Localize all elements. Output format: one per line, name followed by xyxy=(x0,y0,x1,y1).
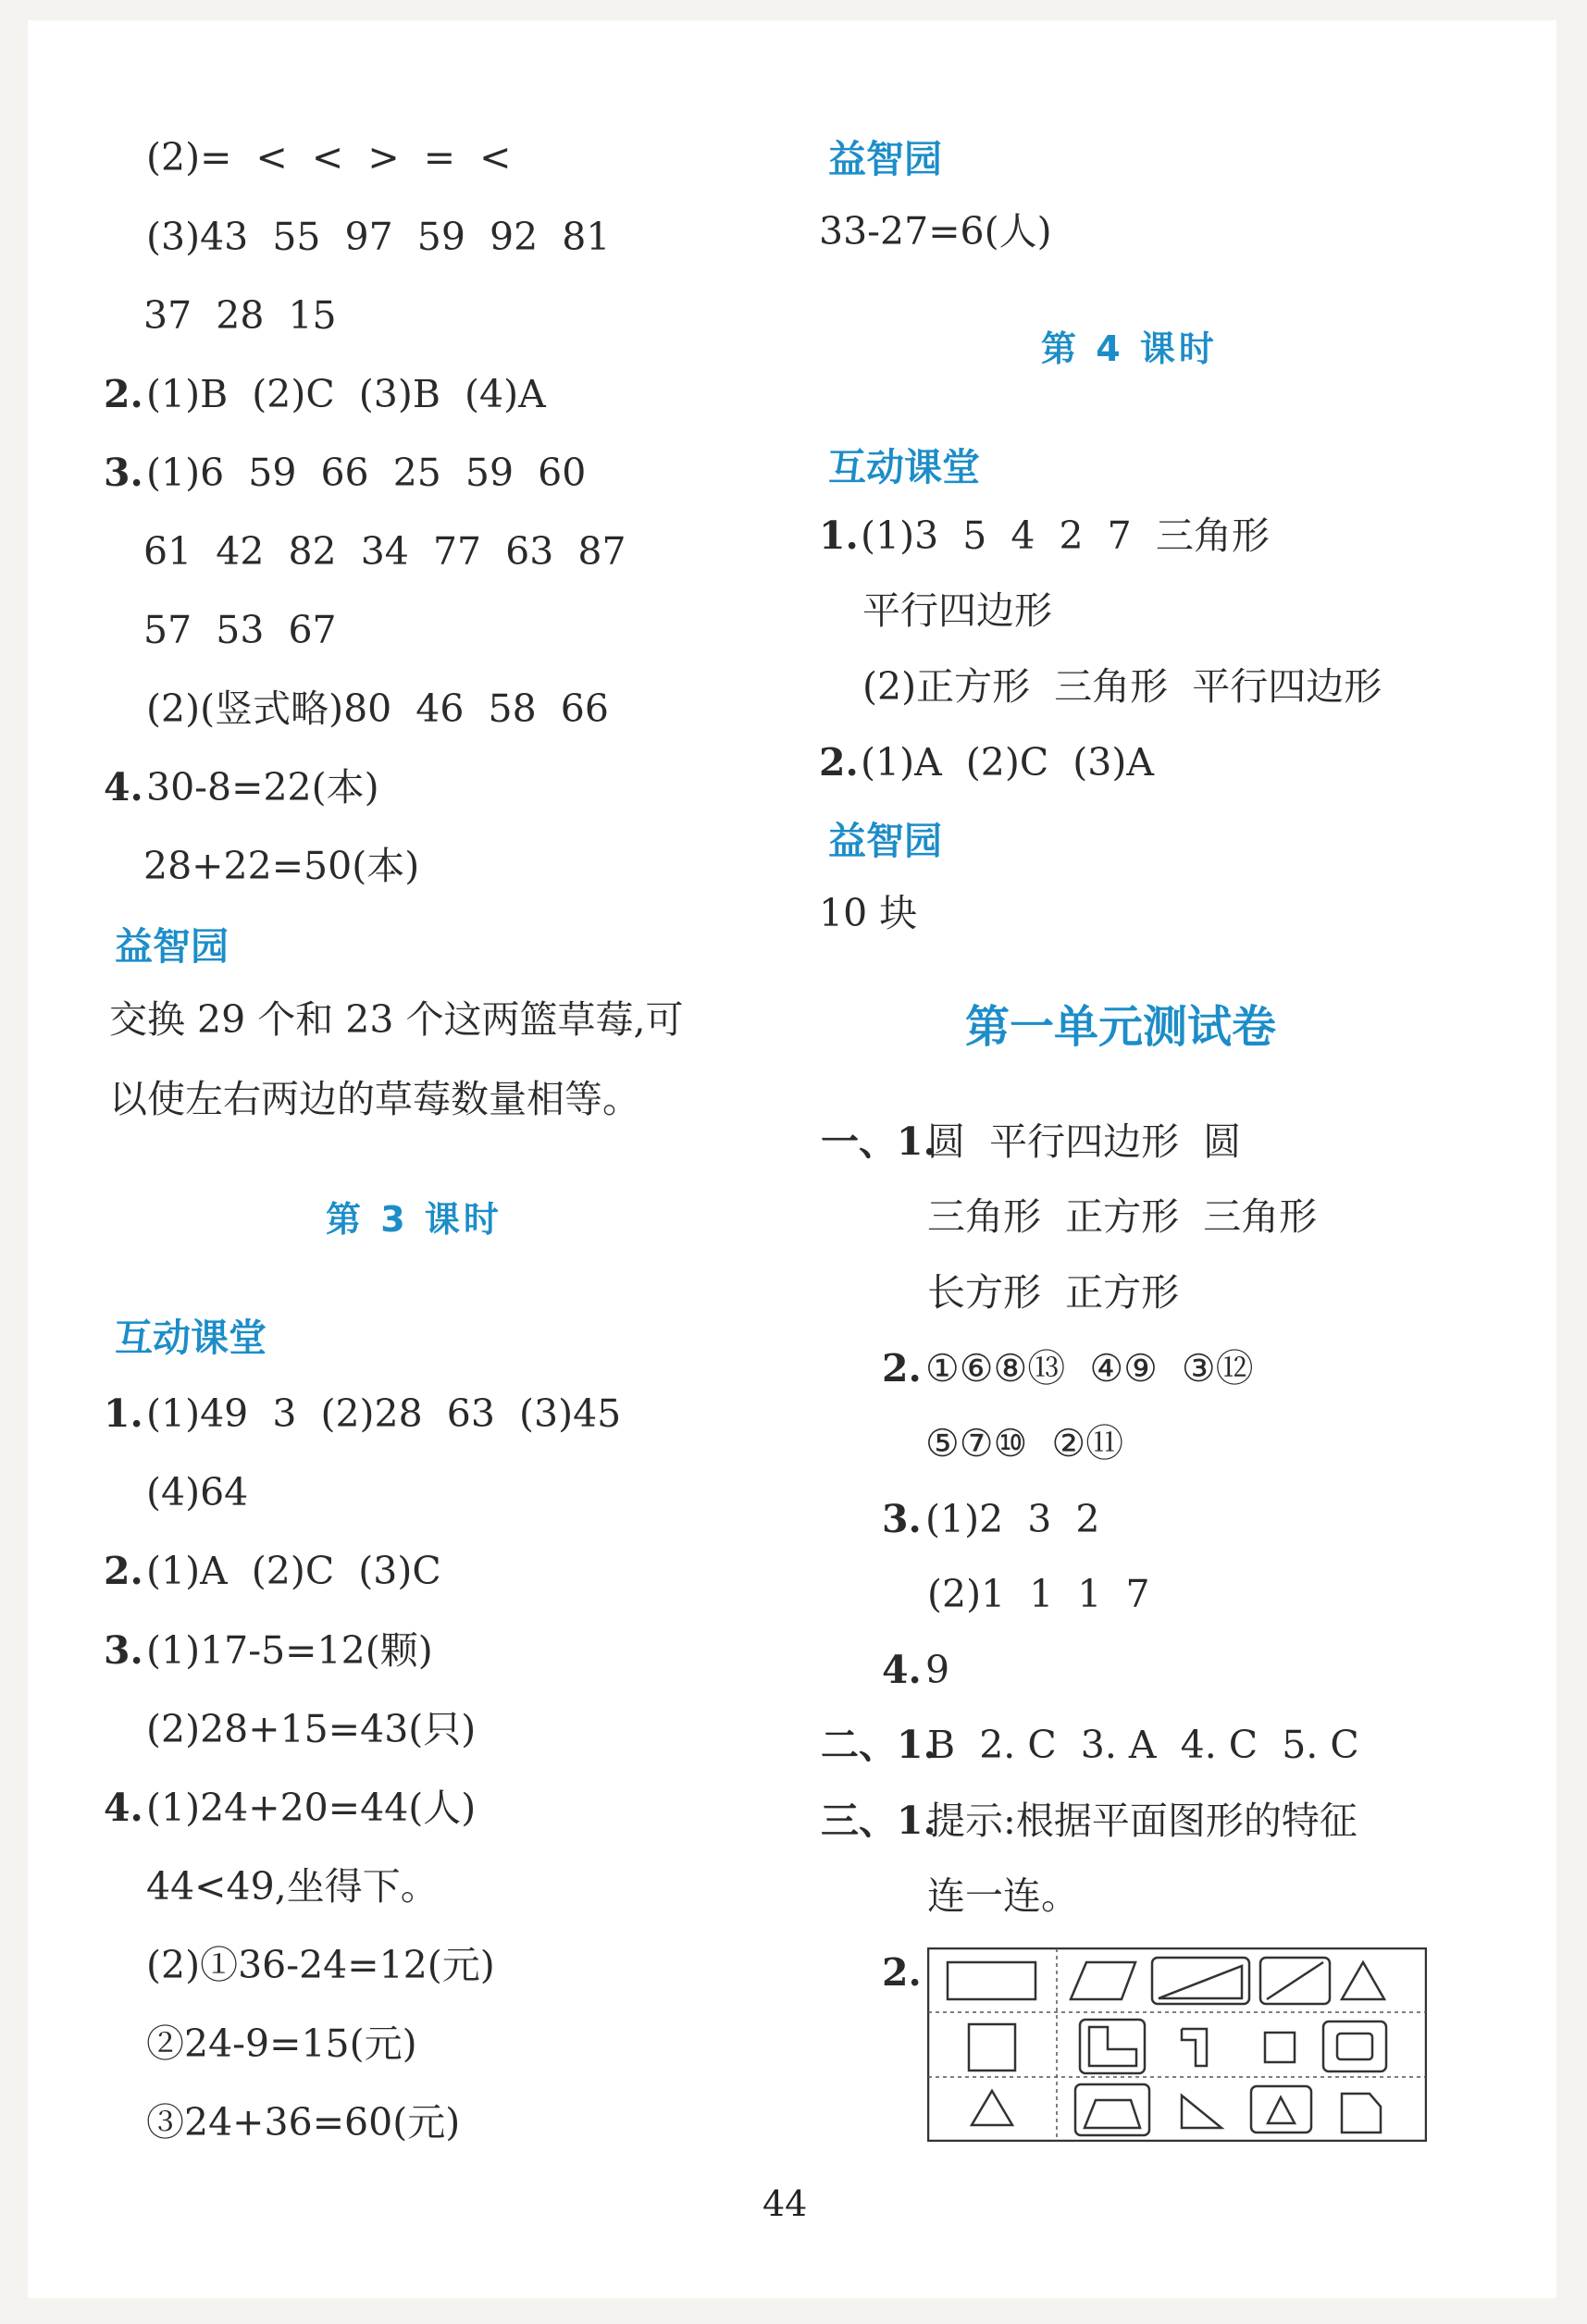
answer-line: (1)24+20=44(人) xyxy=(146,1786,477,1830)
answer-line: 9 xyxy=(925,1648,950,1692)
answer-line: (1)3 5 4 2 7 三角形 xyxy=(861,513,1270,558)
answer-line: (2)1 1 1 7 xyxy=(927,1572,1150,1616)
cut-line xyxy=(1267,1962,1323,1999)
cut-box-shape xyxy=(1323,2021,1386,2071)
answer-line: 61 42 82 34 77 63 87 xyxy=(143,529,626,574)
question-number: 1. xyxy=(819,513,859,558)
answer-line: 长方形 正方形 xyxy=(927,1270,1180,1315)
question-number: 3. xyxy=(104,451,143,495)
question-number: 三、1. xyxy=(821,1799,936,1843)
answer-line: (2)正方形 三角形 平行四边形 xyxy=(862,664,1382,709)
l-shape xyxy=(1089,2027,1136,2066)
question-number: 4. xyxy=(882,1648,922,1692)
answer-line: B 2. C 3. A 4. C 5. C xyxy=(927,1723,1359,1767)
answer-line: 33-27=6(人) xyxy=(819,209,1052,253)
answer-line: (2)①36-24=12(元) xyxy=(146,1943,495,1987)
question-number: 4. xyxy=(104,1786,143,1830)
parallelogram-shape xyxy=(1159,1966,1242,1998)
section-heading: 益智园 xyxy=(115,924,229,969)
lesson-title: 第 3 课时 xyxy=(326,1199,502,1240)
triangle-shape xyxy=(972,2091,1012,2125)
section-heading: 益智园 xyxy=(828,137,942,181)
unit-test-title: 第一单元测试卷 xyxy=(965,1001,1277,1053)
answer-line: (2)= < < > = < xyxy=(146,135,512,179)
question-number: 1. xyxy=(104,1391,143,1436)
question-number: 2. xyxy=(819,740,859,785)
answer-line: (1)B (2)C (3)B (4)A xyxy=(146,372,546,416)
section-heading: 互动课堂 xyxy=(828,445,980,489)
answer-line: ③24+36=60(元) xyxy=(146,2100,461,2145)
question-number: 2. xyxy=(104,1549,143,1593)
question-number: 4. xyxy=(104,765,143,810)
rectangle-shape xyxy=(948,1962,1035,1999)
question-number: 2. xyxy=(882,1346,922,1391)
answer-line: (2)(竖式略)80 46 58 66 xyxy=(146,686,609,731)
answer-line: (1)6 59 66 25 59 60 xyxy=(146,451,587,495)
question-number: 一、1. xyxy=(821,1119,936,1164)
lesson-title: 第 4 课时 xyxy=(1041,328,1218,369)
answer-line: 提示:根据平面图形的特征 xyxy=(927,1799,1358,1843)
answer-line: 连一连。 xyxy=(927,1873,1079,1918)
answer-line: (1)A (2)C (3)C xyxy=(146,1549,441,1593)
answer-line: 平行四边形 xyxy=(862,588,1052,633)
answer-line: 30-8=22(本) xyxy=(146,765,379,810)
question-number: 2. xyxy=(882,1950,922,1995)
page-number: 44 xyxy=(763,2183,808,2224)
cut-corner-shape xyxy=(1342,2094,1381,2132)
answer-line: 44<49,坐得下。 xyxy=(146,1864,439,1909)
question-number: 3. xyxy=(882,1497,922,1541)
rectangle-shape xyxy=(1337,2034,1372,2059)
answer-line: 以使左右两边的草莓数量相等。 xyxy=(109,1077,640,1121)
answer-line: (1)49 3 (2)28 63 (3)45 xyxy=(146,1391,622,1436)
answer-line: 10 块 xyxy=(819,891,918,935)
answer-line: (3)43 55 97 59 92 81 xyxy=(146,215,611,259)
trapezoid-shape xyxy=(1085,2100,1140,2128)
section-heading: 互动课堂 xyxy=(115,1316,267,1360)
question-number: 二、1. xyxy=(821,1723,936,1767)
answer-line: 37 28 15 xyxy=(143,293,337,338)
answer-line: ①⑥⑧⑬ ④⑨ ③⑫ xyxy=(925,1346,1254,1391)
triangle-shape xyxy=(1268,2097,1295,2123)
answer-line: (1)2 3 2 xyxy=(925,1497,1100,1541)
answer-line: 57 53 67 xyxy=(143,608,337,652)
answer-line: (1)A (2)C (3)A xyxy=(861,740,1154,785)
answer-line: 交换 29 个和 23 个这两篮草莓,可 xyxy=(109,997,684,1042)
answer-line: ⑤⑦⑩ ②⑪ xyxy=(925,1421,1124,1465)
answer-line: (1)17-5=12(颗) xyxy=(146,1628,433,1673)
answer-line: 三角形 正方形 三角形 xyxy=(927,1194,1318,1239)
answer-line: ②24-9=15(元) xyxy=(146,2021,417,2066)
grid-border xyxy=(928,1948,1426,2141)
answer-line: (2)28+15=43(只) xyxy=(146,1707,477,1751)
answer-line: 圆 平行四边形 圆 xyxy=(927,1119,1242,1164)
parallelogram-shape xyxy=(1071,1962,1135,1999)
question-number: 2. xyxy=(104,372,143,416)
section-heading: 益智园 xyxy=(828,819,942,863)
triangle-shape xyxy=(1342,1962,1384,1999)
answer-line: 28+22=50(本) xyxy=(143,844,420,888)
shape-grid-svg xyxy=(927,1947,1427,2142)
answer-line: (4)64 xyxy=(146,1470,249,1514)
shape-grid-figure xyxy=(927,1947,1427,2142)
square-shape xyxy=(1265,2033,1295,2062)
cut-box-shape xyxy=(1251,2086,1311,2132)
l-shape xyxy=(1182,2029,1207,2066)
square-shape xyxy=(969,2024,1015,2071)
question-number: 3. xyxy=(104,1628,143,1673)
triangle-shape xyxy=(1182,2095,1221,2128)
